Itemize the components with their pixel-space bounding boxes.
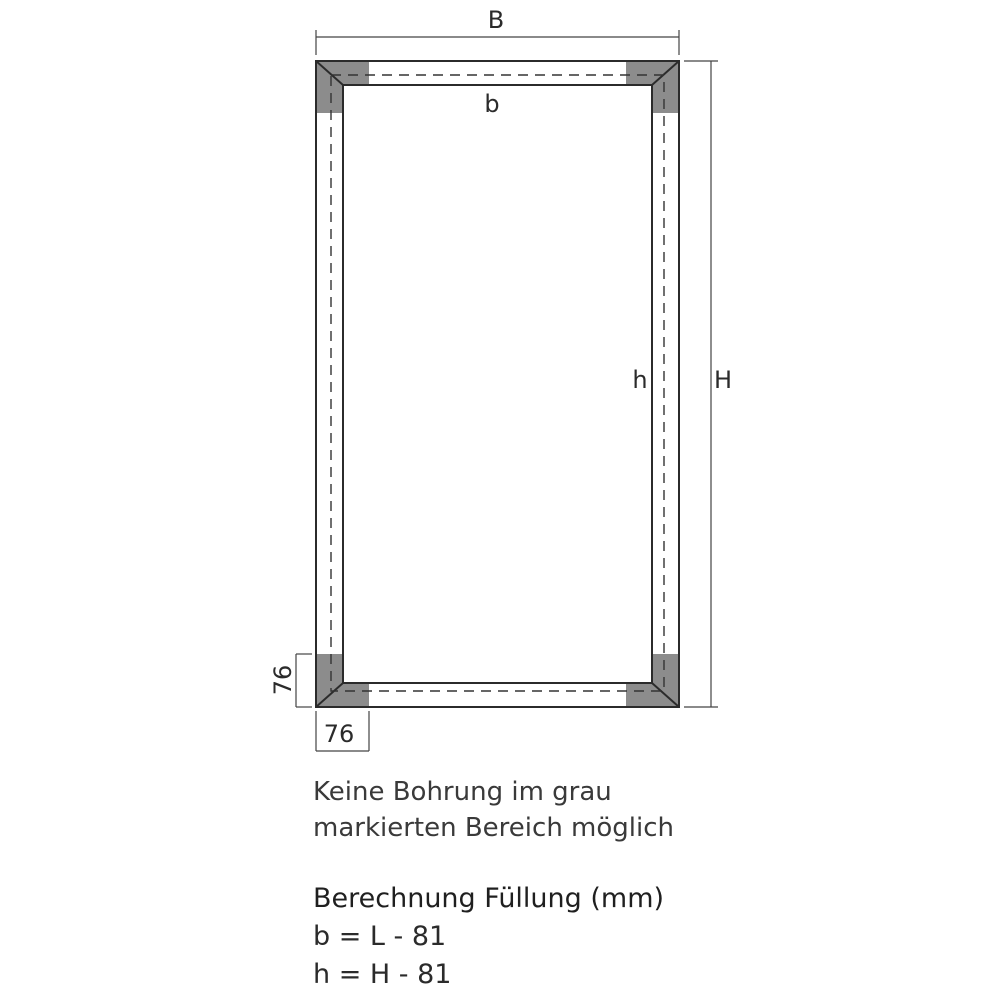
- frame-outline: [316, 61, 679, 707]
- note-line-2: markierten Bereich möglich: [313, 813, 675, 843]
- label-inner-height: h: [632, 366, 648, 394]
- note-line-1: Keine Bohrung im grau: [313, 777, 612, 807]
- calculation-formula-b: b = L - 81: [313, 921, 447, 952]
- no-drill-note: [313, 774, 913, 846]
- infill-dashed-outline: [331, 75, 664, 691]
- frame-inner-edge: [343, 85, 652, 683]
- no-drill-zones: [316, 61, 679, 707]
- frame-outer-edge: [316, 61, 679, 707]
- dimension-outer-height: [684, 61, 718, 707]
- dimension-corner-vertical: [296, 654, 312, 707]
- calculation-formula-h: h = H - 81: [313, 959, 452, 990]
- label-corner-horizontal: 76: [323, 720, 355, 748]
- calculation-title: Berechnung Füllung (mm): [313, 883, 665, 914]
- label-inner-width: b: [484, 90, 500, 118]
- calculation-block: [313, 880, 913, 994]
- label-outer-height: H: [713, 366, 733, 394]
- label-corner-vertical: 76: [269, 664, 297, 696]
- label-outer-width: B: [487, 6, 505, 34]
